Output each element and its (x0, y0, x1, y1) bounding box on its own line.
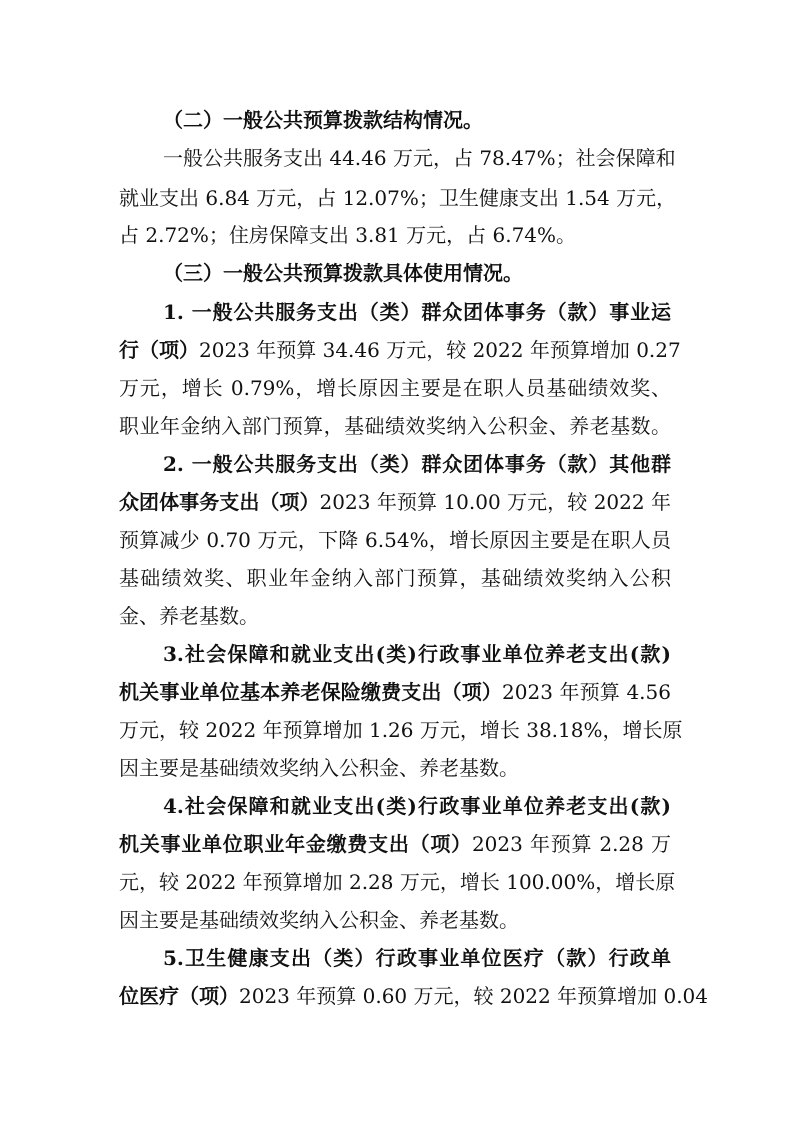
item5-line-1: 5.卫生健康支出（类）行政事业单位医疗（款）行政单 (163, 946, 671, 970)
item3-budget-text: 2023 年预算 4.56 (502, 680, 671, 704)
item3-line-4: 因主要是基础绩效奖纳入公积金、养老基数。 (119, 756, 519, 780)
item2-budget-text: 2023 年预算 10.00 万元，较 2022 年 (319, 490, 672, 514)
item2-line-3: 预算减少 0.70 万元，下降 6.54%，增长原因主要是在职人员 (119, 528, 671, 552)
item1-line-2 (0, 330, 793, 370)
section-heading-2: （二）一般公共预算拨款结构情况。 (163, 108, 483, 132)
item1-budget-text: 2023 年预算 34.46 万元，较 2022 年预算增加 0.27 (199, 338, 681, 362)
item3-line-1: 3.社会保障和就业支出(类)行政事业单位养老支出(款) (163, 642, 671, 666)
item4-line-2 (0, 824, 793, 864)
item2-line-5: 金、养老基数。 (119, 604, 259, 628)
item2-line-2 (0, 482, 793, 522)
item4-budget-text: 2023 年预算 2.28 万 (471, 832, 672, 856)
item5-line-2 (0, 976, 793, 1016)
item4-line-4: 因主要是基础绩效奖纳入公积金、养老基数。 (119, 908, 519, 932)
item1-line-1: 1. 一般公共服务支出（类）群众团体事务（款）事业运 (163, 300, 671, 324)
item2-title-end: 众团体事务支出（项） (119, 490, 320, 514)
section-heading-3: （三）一般公共预算拨款具体使用情况。 (163, 261, 523, 285)
item2-line-4: 基础绩效奖、职业年金纳入部门预算，基础绩效奖纳入公积 (119, 566, 671, 590)
item4-line-3: 元，较 2022 年预算增加 2.28 万元，增长 100.00%，增长原 (119, 870, 676, 894)
item4-title-end: 机关事业单位职业年金缴费支出（项） (119, 832, 472, 856)
structure-line-2: 就业支出 6.84 万元，占 12.07%；卫生健康支出 1.54 万元， (119, 186, 677, 210)
item3-title-end: 机关事业单位基本养老保险缴费支出（项） (119, 680, 503, 704)
item1-line-4: 职业年金纳入部门预算，基础绩效奖纳入公积金、养老基数。 (119, 414, 671, 438)
item3-line-3: 万元，较 2022 年预算增加 1.26 万元，增长 38.18%，增长原 (119, 718, 683, 742)
item1-line-3: 万元，增长 0.79%，增长原因主要是在职人员基础绩效奖、 (119, 376, 671, 400)
item1-title-end: 行（项） (119, 338, 199, 362)
item4-line-1: 4.社会保障和就业支出(类)行政事业单位养老支出(款) (163, 794, 671, 818)
item5-budget-text: 2023 年预算 0.60 万元，较 2022 年预算增加 0.04 (239, 984, 709, 1008)
structure-line-1: 一般公共服务支出 44.46 万元，占 78.47%；社会保障和 (163, 146, 676, 170)
item2-line-1: 2. 一般公共服务支出（类）群众团体事务（款）其他群 (163, 452, 671, 476)
item5-title-end: 位医疗（项） (119, 984, 239, 1008)
structure-line-3: 占 2.72%；住房保障支出 3.81 万元，占 6.74%。 (119, 223, 577, 247)
item3-line-2 (0, 672, 793, 712)
